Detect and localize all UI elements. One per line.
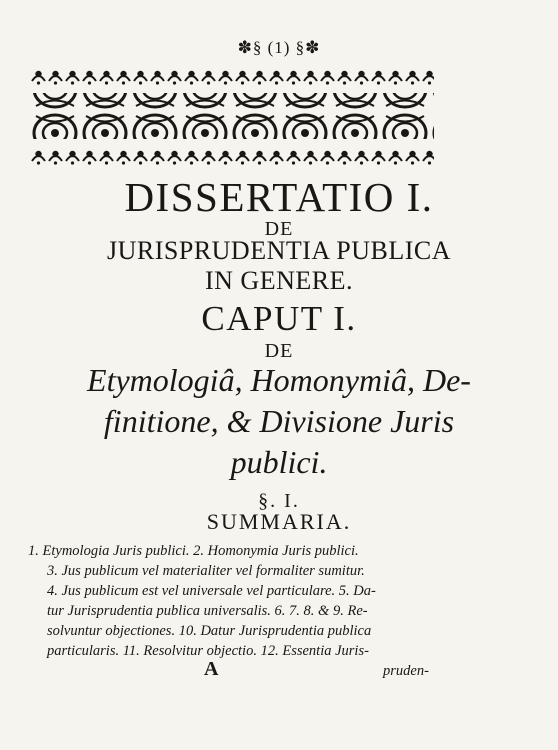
summary-line: 1. Etymologia Juris publici. 2. Homonymia Juris publici. — [28, 543, 359, 559]
catchword: pruden- — [383, 663, 429, 679]
chapter-title-line-1: Etymologiâ, Homonymiâ, De- — [87, 362, 471, 398]
ornamental-headpiece — [30, 67, 434, 167]
section-mark: §. I. — [258, 490, 300, 512]
subtitle-line-1: JURISPRUDENTIA PUBLICA — [107, 236, 451, 265]
subtitle-line-2: IN GENERE. — [205, 266, 353, 295]
chapter-title-line-3: publici. — [230, 444, 328, 480]
page-number: ✽§ (1) §✽ — [237, 38, 321, 57]
summary-line: 4. Jus publicum est vel universale vel particulare. 5. Da- — [47, 583, 376, 599]
summary-line: solvuntur objectiones. 10. Datur Jurisprudentia publica — [47, 623, 372, 639]
dissertation-title: DISSERTATIO I. — [124, 174, 434, 220]
summary-line: tur Jurisprudentia publica universalis. 6. 7. 8. & 9. Re- — [47, 603, 368, 619]
signature-mark: A — [204, 658, 219, 680]
summary-line: 3. Jus publicum vel materialiter vel formaliter sumitur. — [47, 563, 365, 579]
chapter-preposition: DE — [264, 340, 294, 362]
chapter-heading: CAPUT I. — [201, 299, 357, 338]
summaria-heading: SUMMARIA. — [206, 509, 352, 534]
summary-line: particularis. 11. Resolvitur objectio. 12. Essentia Juris- — [47, 643, 369, 659]
chapter-title-line-2: finitione, & Divisione Juris — [103, 403, 455, 439]
title-preposition: DE — [264, 218, 294, 240]
